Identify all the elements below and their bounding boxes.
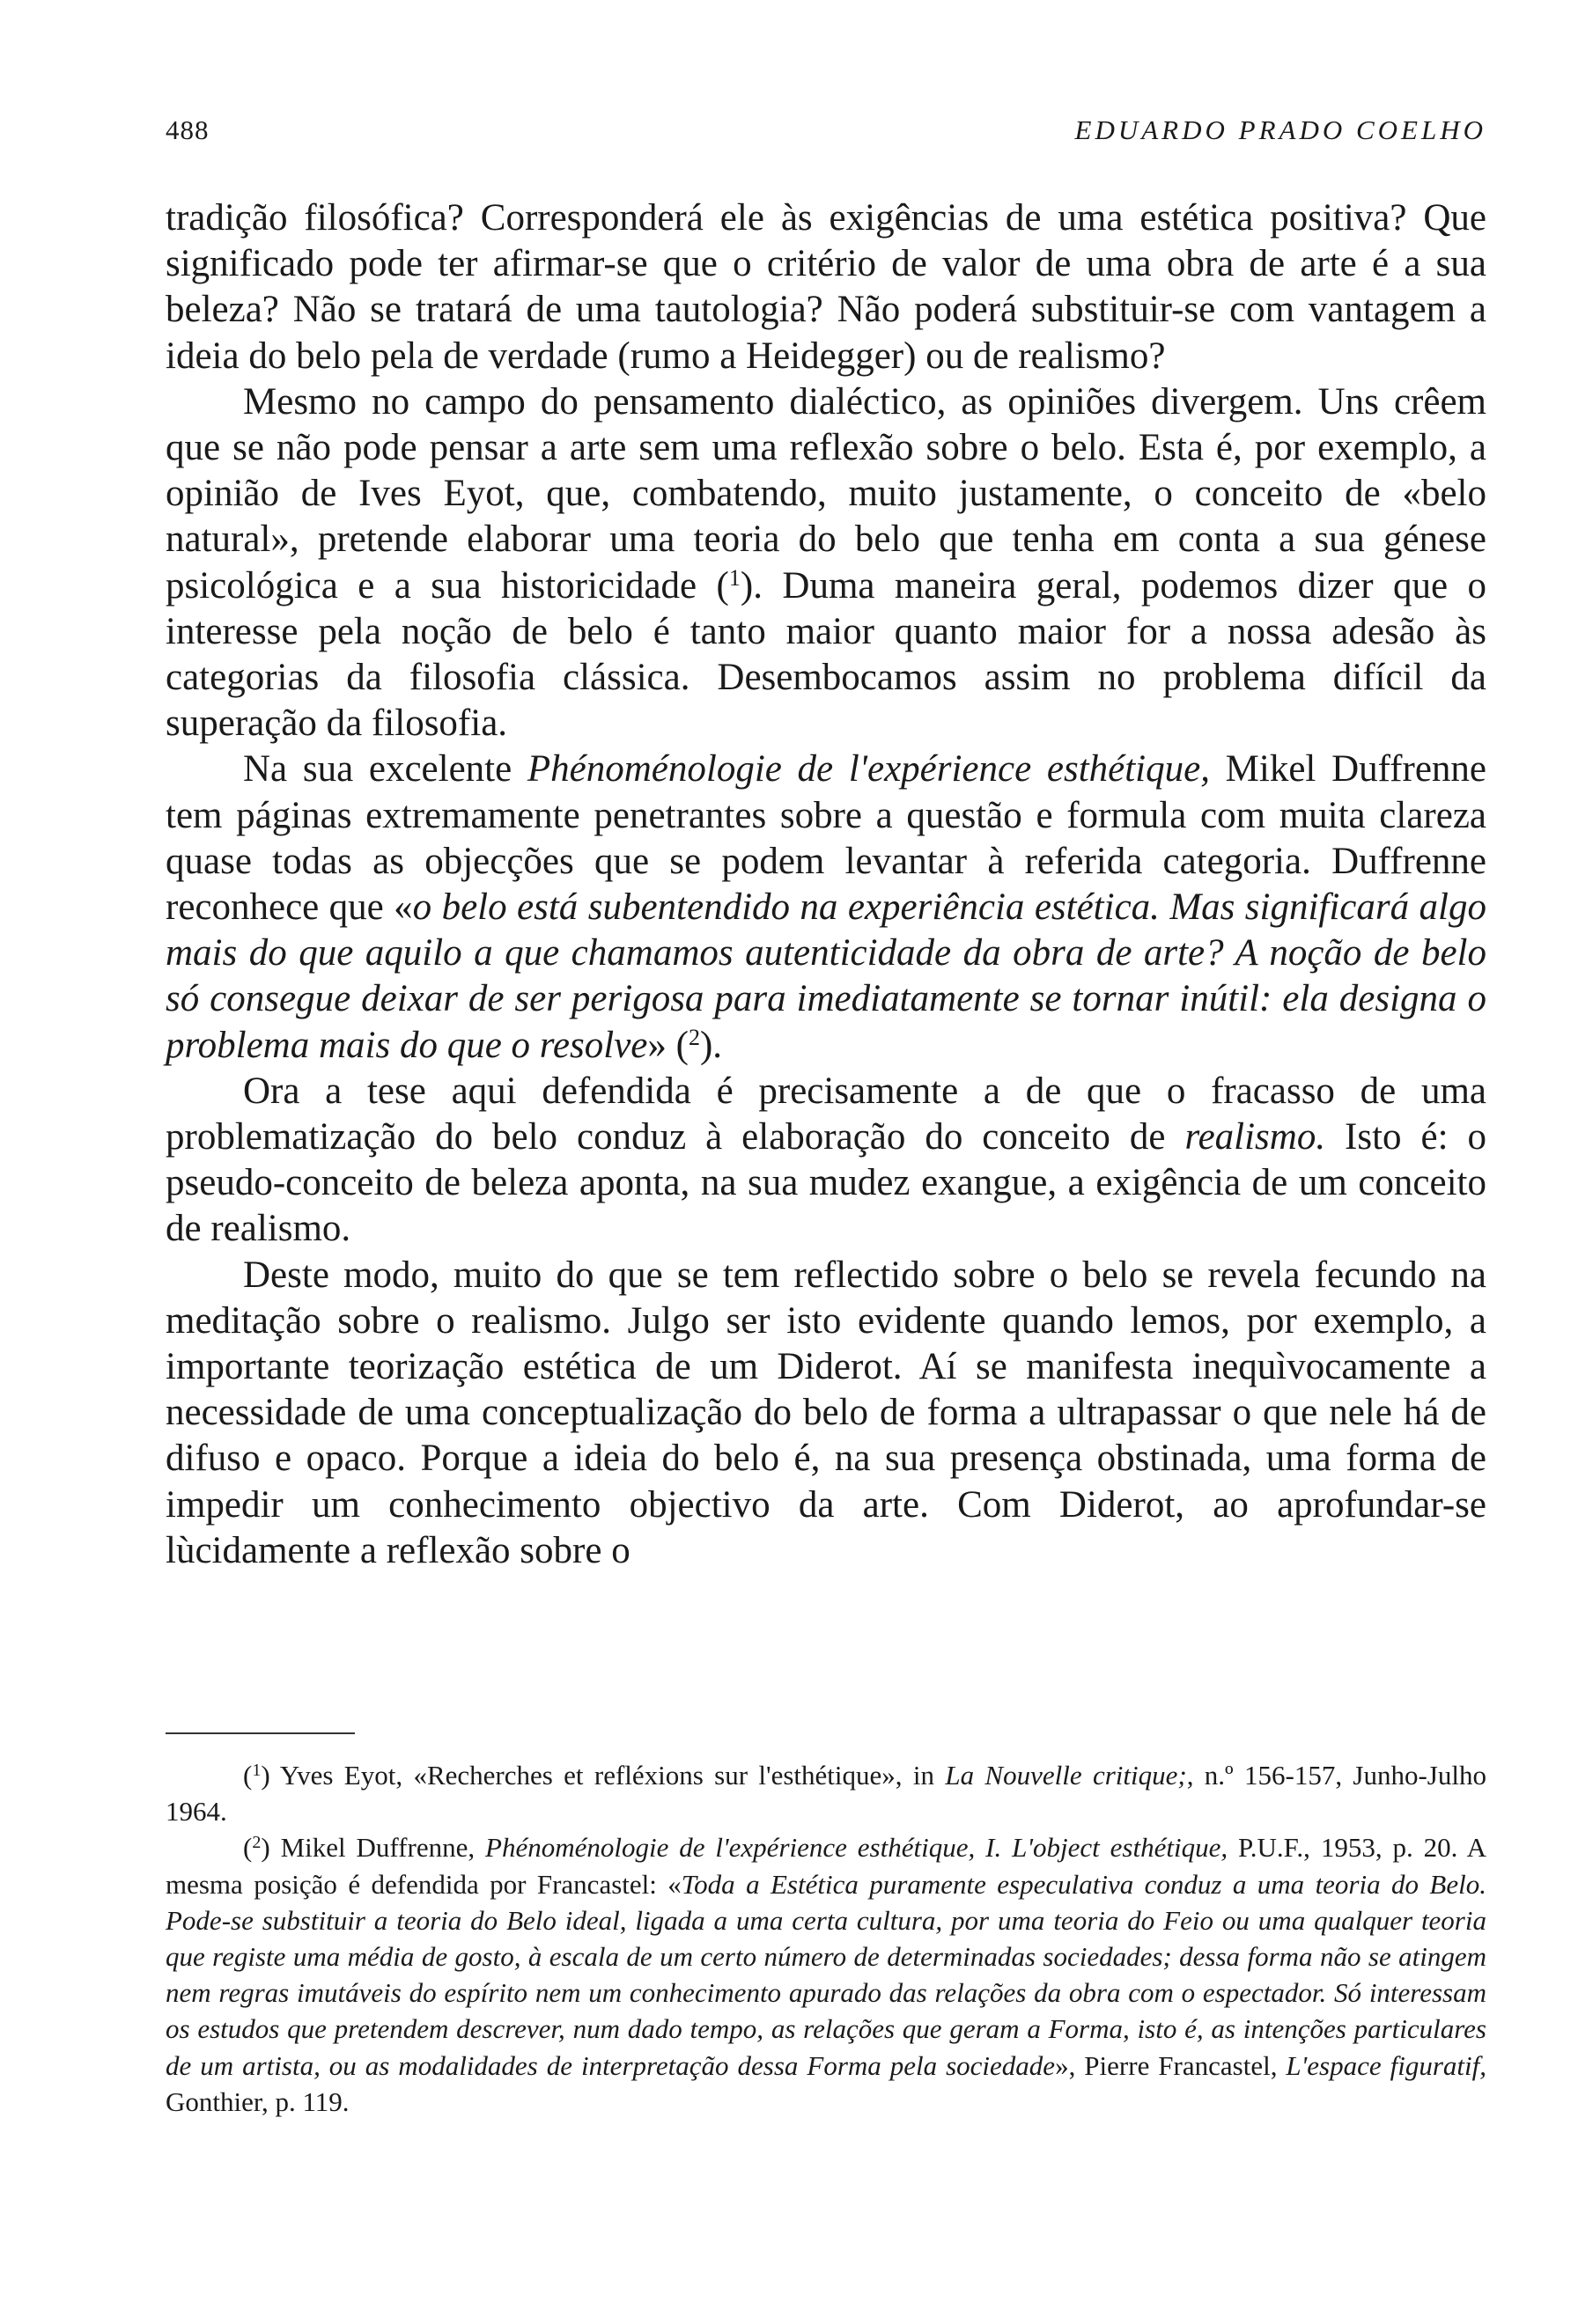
paragraph-1: [166, 195, 1486, 379]
paragraph-3: [166, 746, 1486, 1068]
paragraph-2: [166, 379, 1486, 747]
footnote-1-journal: La Nouvelle critique;: [945, 1760, 1187, 1791]
paragraph-5-text: Deste modo, muito do que se tem reflectido sobre o belo se revela fecundo na meditação sobre o realismo. Julgo ser isto evidente quando lemos, por exemplo, a importante teorização estética de um Diderot. Aí se manifesta inequìvocamente a necessidade de uma conceptualização do belo de forma a ultrapassar o que nele há de difuso e opaco. Porque a ideia do belo é, na sua presença obstinada, uma forma de impedir um conhecimento objectivo da arte. Com Diderot, ao aprofundar-se lùcidamente a reflexão sobre o: [166, 1254, 1486, 1571]
footnote-2-text-b: P.U.F., 1953, p. 20. A mesma posição é defendida por Francastel: «: [166, 1832, 1486, 1900]
footnote-1: [166, 1757, 1486, 1829]
footnote-2-text-a: Mikel Duffrenne,: [280, 1832, 486, 1864]
footnote-1-text-b: , n.º 156-157, Junho-Julho 1964.: [166, 1760, 1486, 1828]
paragraph-4-text-a: Ora a tese aqui defendida é precisamente a de que o fracasso de uma problematização do belo conduz à elaboração do conceito de: [166, 1070, 1486, 1158]
footnote-2-text-d: », Pierre Francastel,: [1055, 2049, 1287, 2081]
paragraph-3-text-a: Na sua excelente: [243, 748, 527, 791]
footnote-separator: [166, 1732, 355, 1734]
footnote-2: [166, 1829, 1486, 2120]
paragraph-4-italic: realismo.: [1184, 1116, 1326, 1158]
footnote-2-quote-b: Só interessam os estudos que pretendem descrever, num dado tempo, as relações que geram a Forma, isto é, as intenções particulares de um artista, ou as modalidades de interpretação dessa Forma pela sociedade: [166, 1977, 1486, 2081]
footnote-2-text-e: Gonthier, p. 119.: [166, 2085, 350, 2117]
footnotes: [166, 1757, 1486, 2120]
paragraph-3-text-b: Mikel Duffrenne tem páginas extremamente penetrantes sobre a questão e formula com muita clareza quase todas as objecções que se podem levantar à referida categoria. Duffrenne reconhece que «: [166, 748, 1486, 929]
footnote-2-quote-a: Toda a Estética puramente especulativa conduz a uma teoria do Belo. Pode-se substituir a teoria do Belo ideal, ligada a uma certa cultura, por uma teoria do Feio ou uma qualquer teoria que registe uma média de gosto, à escala de um certo número de determinadas sociedades; dessa forma não se atingem nem regras imutáveis do espírito nem um conhecimento apurado das relações da obra com o espectador.: [166, 1868, 1486, 2009]
paragraph-2-text-a: Mesmo no campo do pensamento dialéctico, as opiniões divergem. Uns crêem que se não pode pensar a arte sem uma reflexão sobre o belo. Esta é, por exemplo, a opinião de Ives Eyot, que, combatendo, muito justamente, o conceito de «belo natural», pretende elaborar uma teoria do belo que tenha em conta a sua génese psicológica e a sua historicidade (: [166, 380, 1486, 607]
page-header: [166, 114, 1486, 157]
page-number: 488: [166, 114, 210, 145]
paragraph-4-text-b: Isto é: o pseudo-conceito de beleza aponta, na sua mudez exangue, a exigência de um conceito de realismo.: [166, 1116, 1486, 1250]
footnote-2-espace-title: L'espace figuratif,: [1286, 2049, 1486, 2081]
paragraph-3-text-d: ).: [699, 1024, 723, 1066]
footnote-2-book-title: Phénoménologie de l'expérience esthétique, I. L'object esthétique,: [485, 1832, 1228, 1864]
paragraph-3-text-c: » (: [647, 1024, 689, 1066]
duffrenne-quote: o belo está subentendido na experiência estética. Mas significará algo mais do que aquilo a que chamamos autenticidade da obra de arte? A noção de belo só consegue deixar de ser perigosa para imediatamente se tornar inútil: ela designa o problema mais do que o resolve: [166, 886, 1486, 1066]
paragraph-5: [166, 1253, 1486, 1574]
footnote-1-text-a: Yves Eyot, «Recherches et refléxions sur l'esthétique», in: [279, 1760, 946, 1791]
footnote-ref-1: 1: [728, 564, 741, 591]
footnote-ref-2: 2: [688, 1024, 700, 1050]
main-text: [166, 195, 1486, 1574]
footnote-2-number: ($^2$): [243, 1832, 270, 1864]
footnote-1-number: ($^1$): [243, 1760, 270, 1791]
book-title-phenomenologie: Phénoménologie de l'expérience esthétique,: [527, 748, 1210, 791]
paragraph-2-text-b: ). Duma maneira geral, podemos dizer que o interesse pela noção de belo é tanto maior quanto maior for a nossa adesão às categorias da filosofia clássica. Desembocamos assim no problema difícil da superação da filosofia.: [166, 564, 1486, 745]
paragraph-4: [166, 1069, 1486, 1253]
running-head: EDUARDO PRADO COELHO: [1074, 114, 1486, 145]
footnote-2-text-c: [1326, 1977, 1334, 2008]
paragraph-1-text: tradição filosófica? Corresponderá ele às exigências de uma estética positiva? Que significado pode ter afirmar-se que o critério de valor de uma obra de arte é a sua beleza? Não se tratará de uma tautologia? Não poderá substituir-se com vantagem a ideia do belo pela de verdade (rumo a Heidegger) ou de realismo?: [166, 197, 1486, 377]
